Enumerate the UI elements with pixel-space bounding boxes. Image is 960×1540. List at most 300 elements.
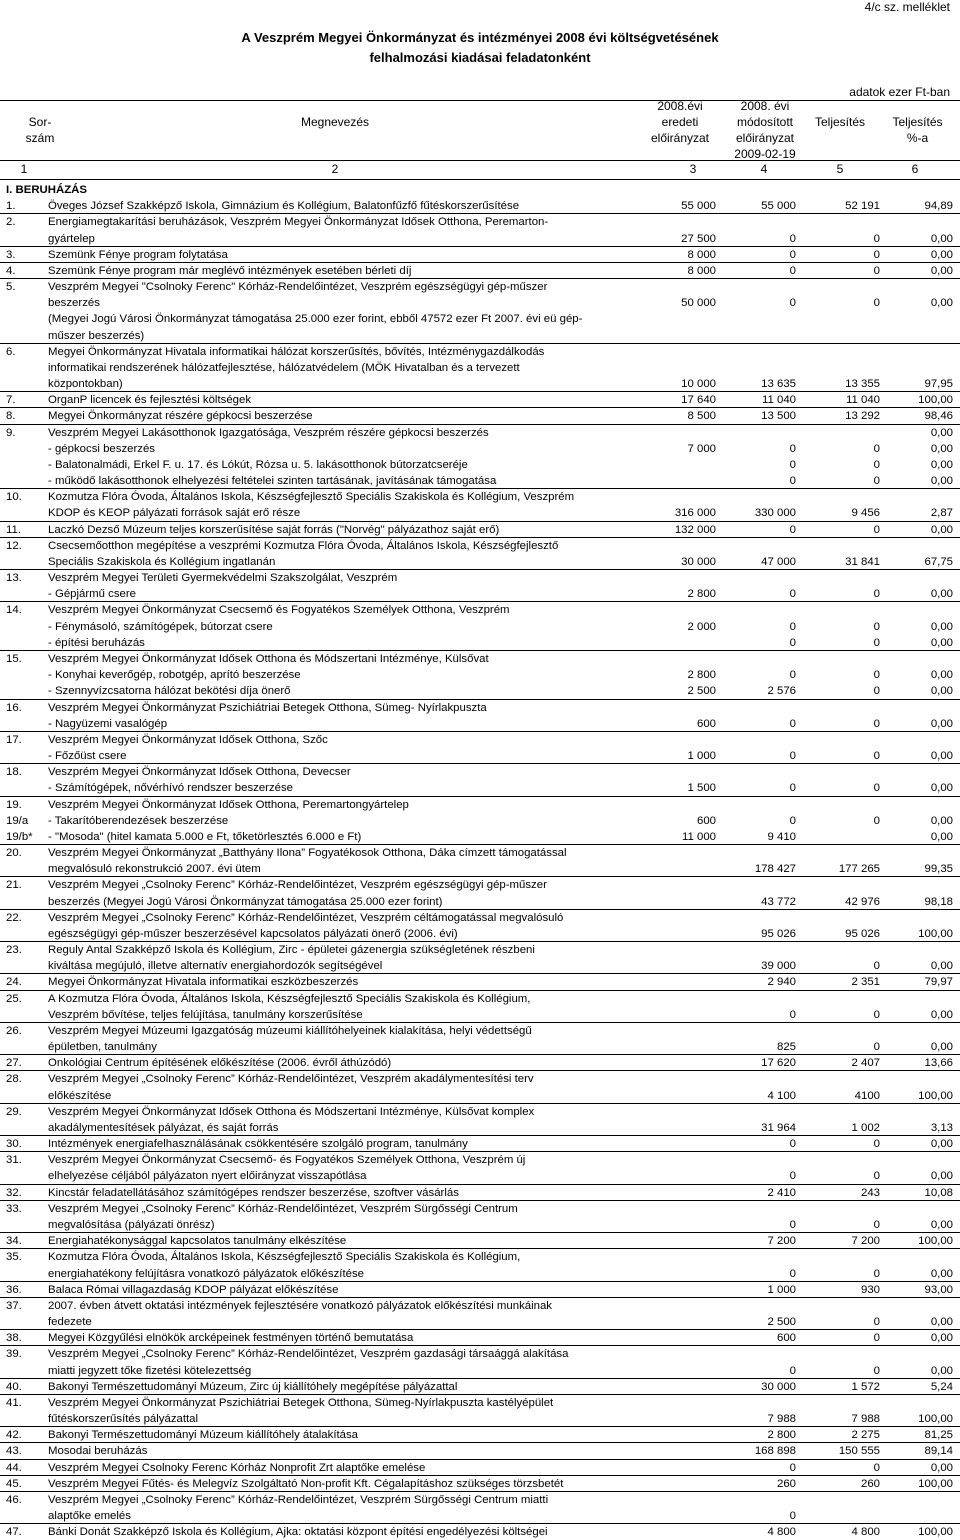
row-description: - Szennyvízcsatorna hálózat bekötési díja önerő	[48, 685, 291, 698]
row-number: 28.	[6, 1073, 22, 1086]
cell-teljesites: 0	[873, 717, 880, 730]
row-description: Energiamegtakarítási beruházások, Veszprém Megyei Önkormányzat Idősek Otthona, Peremarton-	[48, 216, 549, 229]
cell-teljesites: 1 572	[851, 1380, 880, 1393]
row-description: Laczkó Dezső Múzeum teljes korszerűsítése saját forrás ("Norvég" pályázathoz saját erő)	[48, 523, 500, 536]
cell-eredeti: 1 500	[687, 782, 716, 795]
cell-teljesites-pct: 0,00	[930, 458, 953, 471]
cell-teljesites-pct: 0,00	[930, 475, 953, 488]
table-row	[0, 683, 960, 699]
cell-teljesites-pct: 100,00	[918, 1477, 953, 1490]
table-row	[0, 1088, 960, 1104]
cell-modositott: 0	[789, 1138, 796, 1151]
section-heading-row	[0, 182, 960, 198]
table-row	[0, 1443, 960, 1459]
cell-teljesites-pct: 100,00	[918, 927, 953, 940]
row-description: - Gépjármű csere	[48, 588, 136, 601]
row-description: Bakonyi Természettudományi Múzeum kiállítóhely átalakítása	[48, 1429, 359, 1442]
row-description: - Számítógépek, nővérhívó rendszer beszerzése	[48, 782, 294, 795]
row-number: 40.	[6, 1380, 22, 1393]
cell-teljesites-pct: 67,75	[924, 555, 953, 568]
cell-modositott: 0	[789, 248, 796, 261]
row-description: Veszprém bővítése, teljes felújítása, tanulmány korszerűsítése	[48, 1008, 363, 1021]
cell-teljesites: 0	[873, 1332, 880, 1345]
cell-teljesites: 0	[873, 1041, 880, 1054]
table-row	[0, 1217, 960, 1233]
cell-teljesites-pct: 0,00	[930, 1461, 953, 1474]
table-row	[0, 441, 960, 457]
row-number: 34.	[6, 1235, 22, 1248]
table-row	[0, 667, 960, 683]
table-row	[0, 619, 960, 635]
cell-modositott: 825	[776, 1041, 796, 1054]
row-description: informatikai rendszerének hálózatfejlesztése, hálózatvédelem (MÖK Hivatalban és a tervezett	[48, 361, 520, 374]
header-modositott: 2008. évi módosított előirányzat 2009-02-19	[734, 99, 796, 161]
row-description: Megyei Önkormányzat Hivatala informatikai hálózat korszerűsítés, bővítés, Intézménygazdálkodás	[48, 345, 545, 358]
row-description: Onkológiai Centrum építésének előkészítése (2006. évről áthúzódó)	[48, 1057, 392, 1070]
cell-teljesites-pct: 0,00	[930, 1138, 953, 1151]
table-row	[0, 764, 960, 780]
row-description: fedezete	[48, 1316, 92, 1329]
cell-eredeti: 2 800	[687, 588, 716, 601]
row-description: Veszprém Megyei Lakásotthonok Igazgatósága, Veszprém részére gépkocsi beszerzés	[48, 426, 489, 439]
cell-modositott: 0	[789, 297, 796, 310]
cell-eredeti: 8 500	[687, 410, 716, 423]
header-sorszam: Sor- szám	[25, 115, 55, 145]
table-row	[0, 392, 960, 408]
row-number: 13.	[6, 572, 22, 585]
cell-eredeti: 316 000	[674, 507, 716, 520]
table-row	[0, 1508, 960, 1524]
row-description: Intézmények energiafelhasználásának csökkentésére szolgáló program, tanulmány	[48, 1138, 468, 1151]
table-row	[0, 1136, 960, 1152]
cell-teljesites-pct: 0,00	[930, 750, 953, 763]
row-description: kiváltása megújuló, illetve alternatív energiahordozók segítségével	[48, 960, 383, 973]
cell-teljesites: 0	[873, 1170, 880, 1183]
cell-modositott: 0	[789, 588, 796, 601]
units-note: adatok ezer Ft-ban	[849, 85, 950, 99]
row-number: 8.	[6, 410, 16, 423]
table-row	[0, 489, 960, 505]
table-row	[0, 1007, 960, 1023]
row-description: Veszprém Megyei „Csolnoky Ferenc” Kórház-Rendelőintézet, Veszprém akadálymentesítési terv	[48, 1073, 534, 1086]
cell-teljesites: 0	[873, 685, 880, 698]
table-row	[0, 1233, 960, 1249]
cell-teljesites-pct: 94,89	[924, 200, 953, 213]
cell-teljesites: 0	[873, 1138, 880, 1151]
row-description: előkészítése	[48, 1089, 112, 1102]
cell-teljesites: 9 456	[851, 507, 880, 520]
row-description: Veszprém Megyei „Csolnoky Ferenc” Kórház-Rendelőintézet, Veszprém céltámogatással megvalósuló	[48, 911, 564, 924]
cell-modositott: 43 772	[761, 895, 796, 908]
row-description: A Kozmutza Flóra Óvoda, Általános Iskola, Készségfejlesztő Speciális Szakiskola és Kollégium,	[48, 992, 531, 1005]
cell-teljesites: 0	[873, 475, 880, 488]
row-number: 47.	[6, 1526, 22, 1539]
row-number: 43.	[6, 1445, 22, 1458]
cell-modositott: 2 800	[767, 1429, 796, 1442]
column-number-5: 5	[836, 162, 844, 176]
cell-teljesites-pct: 0,00	[930, 264, 953, 277]
row-number: 41.	[6, 1396, 22, 1409]
row-description: - Konyhai keverőgép, robotgép, aprító beszerzése	[48, 669, 301, 682]
row-description: Megyei Önkormányzat Hivatala informatikai eszközbeszerzés	[48, 976, 359, 989]
row-description: (Megyei Jogú Városi Önkormányzat támogatása 25.000 ezer forint, ebből 47572 ezer Ft 2007. évi eü gép-	[48, 313, 583, 326]
row-number: 42.	[6, 1429, 22, 1442]
row-number: 2.	[6, 216, 16, 229]
row-description: Veszprém Megyei Területi Gyermekvédelmi Szakszolgálat, Veszprém	[48, 572, 398, 585]
table-row	[0, 425, 960, 441]
cell-teljesites: 0	[873, 814, 880, 827]
row-description: Veszprém Megyei Önkormányzat „Batthyány Ilona” Fogyatékosok Otthona, Dáka címzett támogatással	[48, 847, 567, 860]
row-description: - Főzőüst csere	[48, 750, 127, 763]
cell-teljesites-pct: 89,14	[924, 1445, 953, 1458]
cell-teljesites-pct: 100,00	[918, 394, 953, 407]
row-description: OrganP licencek és fejlesztési költségek	[48, 394, 252, 407]
row-description: Veszprém Megyei Önkormányzat Pszichiátriai Betegek Otthona, Sümeg-Nyírlakpuszta kastélyépület	[48, 1396, 554, 1409]
table-row	[0, 263, 960, 279]
table-row	[0, 1152, 960, 1168]
row-description: energiahatékony felújításra vonatkozó pályázatok előkészítése	[48, 1267, 364, 1280]
row-description: Szemünk Fénye program folytatása	[48, 248, 228, 261]
cell-modositott: 4 800	[767, 1526, 796, 1539]
row-description: - építési beruházás	[48, 636, 145, 649]
column-number-3: 3	[689, 162, 697, 176]
row-description: Veszprém Megyei Önkormányzat Idősek Otthona, Peremartongyártelep	[48, 798, 409, 811]
row-description: Szemünk Fénye program már meglévő intézmények esetében bérleti díj	[48, 264, 412, 277]
cell-teljesites-pct: 100,00	[918, 1235, 953, 1248]
row-description: fűtéskorszerűsítés pályázattal	[48, 1413, 199, 1426]
row-number: 10.	[6, 491, 22, 504]
row-description: beszerzés	[48, 297, 100, 310]
cell-eredeti: 17 640	[681, 394, 716, 407]
cell-modositott: 0	[789, 636, 796, 649]
cell-modositott: 47 000	[761, 555, 796, 568]
cell-teljesites-pct: 0,00	[930, 1267, 953, 1280]
cell-modositott: 13 500	[761, 410, 796, 423]
header-bottom-rule	[0, 160, 960, 161]
table-row	[0, 635, 960, 651]
row-description: Kozmutza Flóra Óvoda, Általános Iskola, Készségfejlesztő Speciális Szakiskola és Kollégium,	[48, 1251, 521, 1264]
row-number: 9.	[6, 426, 16, 439]
table-row	[0, 1055, 960, 1071]
table-row	[0, 1411, 960, 1427]
row-description: KDOP és KEOP pályázati források saját erő része	[48, 507, 301, 520]
cell-teljesites-pct: 0,00	[930, 1170, 953, 1183]
row-description: Veszprém Megyei "Csolnoky Ferenc" Kórház-Rendelőintézet, Veszprém egészségügyi gép-műszer	[48, 281, 548, 294]
row-number: 7.	[6, 394, 16, 407]
cell-modositott: 2 410	[767, 1186, 796, 1199]
cell-teljesites: 0	[873, 960, 880, 973]
row-description: Veszprém Megyei Önkormányzat Csecsemő és Fogyatékos Személyek Otthona, Veszprém	[48, 604, 510, 617]
cell-teljesites: 2 275	[851, 1429, 880, 1442]
row-number: 21.	[6, 879, 22, 892]
cell-modositott: 178 427	[754, 863, 796, 876]
row-number: 38.	[6, 1332, 22, 1345]
table-row	[0, 1427, 960, 1443]
cell-teljesites-pct: 0,00	[930, 1041, 953, 1054]
cell-eredeti: 132 000	[674, 523, 716, 536]
row-description: egészségügyi gép-műszer beszerzésével kapcsolatos pályázati önerő (2006. évi)	[48, 927, 458, 940]
row-description: Megyei Közgyűlési elnökök arcképeinek festményen történő bemutatása	[48, 1332, 414, 1345]
cell-teljesites: 0	[873, 620, 880, 633]
cell-teljesites-pct: 0,00	[930, 636, 953, 649]
table-row	[0, 1476, 960, 1492]
row-number: 19/a	[6, 814, 29, 827]
table-row	[0, 991, 960, 1007]
row-number: 29.	[6, 1105, 22, 1118]
cell-teljesites: 0	[873, 523, 880, 536]
row-description: Veszprém Megyei „Csolnoky Ferenc” Kórház-Rendelőintézet, Veszprém Sürgősségi Centrum miatti	[48, 1493, 549, 1506]
cell-teljesites: 13 355	[845, 378, 880, 391]
cell-eredeti: 11 000	[682, 830, 716, 843]
cell-teljesites: 0	[873, 1316, 880, 1329]
table-row	[0, 894, 960, 910]
table-row	[0, 732, 960, 748]
table-row	[0, 1168, 960, 1184]
table-row	[0, 1363, 960, 1379]
cell-modositott: 1 000	[767, 1283, 796, 1296]
cell-teljesites: 11 040	[846, 394, 880, 407]
table-row	[0, 1104, 960, 1120]
cell-teljesites: 0	[873, 1267, 880, 1280]
cell-teljesites-pct: 0,00	[930, 717, 953, 730]
cell-teljesites: 4100	[854, 1089, 880, 1102]
cell-eredeti: 600	[696, 814, 716, 827]
cell-teljesites-pct: 0,00	[930, 830, 953, 843]
table-row	[0, 295, 960, 311]
row-number: 36.	[6, 1283, 22, 1296]
cell-teljesites-pct: 0,00	[930, 232, 953, 245]
row-description: elhelyezése céljából pályázaton nyert előirányzat visszapótlása	[48, 1170, 367, 1183]
cell-teljesites-pct: 0,00	[930, 523, 953, 536]
cell-eredeti: 50 000	[681, 297, 716, 310]
table-row	[0, 214, 960, 230]
cell-teljesites: 7 200	[851, 1235, 880, 1248]
table-row	[0, 505, 960, 521]
table-row	[0, 813, 960, 829]
cell-teljesites: 177 265	[838, 863, 880, 876]
cell-modositott: 30 000	[761, 1380, 796, 1393]
cell-teljesites: 260	[860, 1477, 880, 1490]
cell-teljesites: 0	[873, 669, 880, 682]
cell-teljesites-pct: 0,00	[930, 426, 953, 439]
row-description: beszerzés (Megyei Jogú Városi Önkormányzat támogatása 25.000 ezer forint)	[48, 895, 443, 908]
row-description: - Nagyüzemi vasalógép	[48, 717, 168, 730]
row-description: - Fénymásoló, számítógépek, bútorzat csere	[48, 620, 273, 633]
table-row	[0, 602, 960, 618]
column-number-4: 4	[760, 162, 768, 176]
cell-teljesites: 0	[873, 248, 880, 261]
row-description: központokban)	[48, 378, 123, 391]
row-number: 35.	[6, 1251, 22, 1264]
cell-modositott: 0	[789, 232, 796, 245]
section-heading: I. BERUHÁZÁS	[6, 184, 88, 196]
table-row	[0, 845, 960, 861]
row-description: Energiahatékonysággal kapcsolatos tanulmány elkészítése	[48, 1235, 347, 1248]
column-number-1: 1	[20, 162, 28, 176]
table-row	[0, 1120, 960, 1136]
cell-eredeti: 10 000	[681, 378, 716, 391]
cell-modositott: 0	[789, 475, 796, 488]
cell-teljesites: 0	[873, 588, 880, 601]
cell-modositott: 0	[789, 669, 796, 682]
row-description: Balaca Római villagazdaság KDOP pályázat előkészítése	[48, 1283, 339, 1296]
table-row	[0, 570, 960, 586]
cell-teljesites-pct: 0,00	[930, 248, 953, 261]
cell-modositott: 0	[789, 620, 796, 633]
cell-modositott: 11 040	[762, 394, 796, 407]
table-row	[0, 1282, 960, 1298]
row-number: 3.	[6, 248, 16, 261]
cell-modositott: 55 000	[761, 200, 796, 213]
cell-teljesites-pct: 99,35	[924, 863, 953, 876]
cell-teljesites-pct: 0,00	[930, 685, 953, 698]
row-number: 33.	[6, 1202, 22, 1215]
cell-teljesites-pct: 100,00	[918, 1526, 953, 1539]
cell-teljesites: 0	[873, 1219, 880, 1231]
row-number: 30.	[6, 1138, 22, 1151]
table-row	[0, 797, 960, 813]
cell-modositott: 0	[789, 782, 796, 795]
cell-modositott: 0	[789, 442, 796, 455]
row-number: 32.	[6, 1186, 22, 1199]
row-description: miatti jegyzett tőke fizetési kötelezettség	[48, 1364, 252, 1377]
header-top-rule	[0, 100, 960, 101]
cell-modositott: 31 964	[761, 1121, 796, 1134]
row-number: 18.	[6, 766, 22, 779]
row-description: akadálymentesítések pályázat, és saját forrás	[48, 1121, 279, 1134]
cell-eredeti: 600	[696, 717, 716, 730]
cell-teljesites: 0	[873, 442, 880, 455]
row-description: Veszprém Megyei „Csolnoky Ferenc” Kórház-Rendelőintézet, Veszprém gazdasági társaággá alakítása	[48, 1348, 569, 1361]
cell-modositott: 0	[789, 523, 796, 536]
cell-teljesites: 0	[873, 750, 880, 763]
row-description: Veszprém Megyei Önkormányzat Idősek Otthona és Módszertani Intézménye, Külsővat	[48, 652, 489, 665]
cell-eredeti: 2 500	[687, 685, 716, 698]
row-description: - Balatonalmádi, Erkel F. u. 17. és Lókút, Rózsa u. 5. lakásotthonok bútorzatcseréje	[48, 458, 468, 471]
row-description: Veszprém Megyei Csolnoky Ferenc Kórház Nonprofit Zrt alaptőke emelése	[48, 1461, 426, 1474]
cell-teljesites-pct: 13,66	[924, 1057, 953, 1070]
table-row	[0, 311, 960, 327]
cell-teljesites-pct: 5,24	[930, 1380, 953, 1393]
row-number: 24.	[6, 976, 22, 989]
cell-teljesites: 930	[860, 1283, 880, 1296]
row-number: 23.	[6, 944, 22, 957]
cell-modositott: 0	[789, 264, 796, 277]
row-number: 22.	[6, 911, 22, 924]
table-row	[0, 1330, 960, 1346]
cell-modositott: 2 940	[767, 976, 796, 989]
cell-teljesites: 0	[873, 1008, 880, 1021]
cell-modositott: 17 620	[761, 1057, 796, 1070]
cell-teljesites-pct: 98,18	[924, 895, 953, 908]
cell-teljesites-pct: 0,00	[930, 297, 953, 310]
cell-modositott: 4 100	[767, 1089, 796, 1102]
row-number: 20.	[6, 847, 22, 860]
row-number: 44.	[6, 1461, 22, 1474]
document-subtitle: felhalmozási kiadásai feladatonként	[369, 50, 591, 65]
cell-modositott: 0	[789, 717, 796, 730]
cell-eredeti: 1 000	[687, 750, 716, 763]
row-description: Reguly Antal Szakképző Iskola és Kollégium, Zirc - épületei gázenergia szükségletének részbeni	[48, 944, 535, 957]
cell-modositott: 7 200	[767, 1235, 796, 1248]
cell-teljesites-pct: 98,46	[924, 410, 953, 423]
row-number: 46.	[6, 1493, 22, 1506]
row-description: Veszprém Megyei Önkormányzat Idősek Otthona, Szőc	[48, 733, 328, 746]
cell-teljesites-pct: 0,00	[930, 1219, 953, 1231]
cell-teljesites-pct: 0,00	[930, 782, 953, 795]
column-number-2: 2	[331, 162, 339, 176]
table-row	[0, 328, 960, 344]
cell-modositott: 0	[789, 1510, 796, 1523]
cell-teljesites-pct: 81,25	[924, 1429, 953, 1442]
table-row	[0, 538, 960, 554]
cell-eredeti: 2 800	[687, 669, 716, 682]
row-description: Veszprém Megyei Múzeumi Igazgatóság múzeumi kiállítóhelyeinek kialakítása, helyi védettségű	[48, 1024, 532, 1037]
table-row	[0, 457, 960, 473]
table-row	[0, 408, 960, 424]
row-number: 4.	[6, 264, 16, 277]
table-row	[0, 1185, 960, 1201]
column-number-6: 6	[911, 162, 919, 176]
cell-teljesites: 150 555	[838, 1445, 880, 1458]
cell-teljesites: 52 191	[845, 200, 880, 213]
header-megnevezes: Megnevezés	[300, 115, 370, 129]
row-number: 27.	[6, 1057, 22, 1070]
table-row	[0, 1298, 960, 1314]
cell-modositott: 7 988	[767, 1413, 796, 1426]
cell-modositott: 2 576	[767, 685, 796, 698]
table-row	[0, 1379, 960, 1395]
cell-teljesites-pct: 79,97	[924, 976, 953, 989]
cell-teljesites: 7 988	[851, 1413, 880, 1426]
table-row	[0, 1346, 960, 1362]
row-description: Bánki Donát Szakképző Iskola és Kollégium, Ajka: oktatási központ építési engedélyezési költségei	[48, 1526, 548, 1539]
table-row	[0, 1249, 960, 1265]
table-row	[0, 861, 960, 877]
row-description: Veszprém Megyei Önkormányzat Idősek Otthona, Devecser	[48, 766, 351, 779]
cell-teljesites: 0	[873, 1364, 880, 1377]
cell-eredeti: 2 000	[687, 620, 716, 633]
cell-eredeti: 8 000	[687, 248, 716, 261]
cell-teljesites-pct: 100,00	[918, 1089, 953, 1102]
cell-teljesites: 0	[873, 458, 880, 471]
row-description: alaptőke emelés	[48, 1510, 131, 1523]
cell-modositott: 330 000	[754, 507, 796, 520]
table-row	[0, 651, 960, 667]
cell-teljesites: 1 002	[851, 1121, 880, 1134]
row-number: 15.	[6, 652, 22, 665]
table-row	[0, 279, 960, 295]
cell-modositott: 0	[789, 1219, 796, 1231]
cell-teljesites: 0	[873, 636, 880, 649]
cell-teljesites-pct: 0,00	[930, 1364, 953, 1377]
table-row	[0, 942, 960, 958]
table-row	[0, 554, 960, 570]
row-description: Kincstár feladatellátásához számítógépes rendszer beszerzése, szoftver vásárlás	[48, 1186, 459, 1199]
row-number: 25.	[6, 992, 22, 1005]
cell-teljesites: 2 351	[851, 976, 880, 989]
column-number-rule	[0, 179, 960, 180]
cell-modositott: 0	[789, 750, 796, 763]
row-number: 39.	[6, 1348, 22, 1361]
row-number: 17.	[6, 733, 22, 746]
table-row	[0, 1201, 960, 1217]
row-number: 26.	[6, 1024, 22, 1037]
cell-modositott: 0	[789, 1008, 796, 1021]
cell-teljesites: 13 292	[845, 410, 880, 423]
row-description: - működő lakásotthonok elhelyezési feltételei szinten tartásának, javításának támogatása	[48, 475, 497, 488]
row-number: 45.	[6, 1477, 22, 1490]
